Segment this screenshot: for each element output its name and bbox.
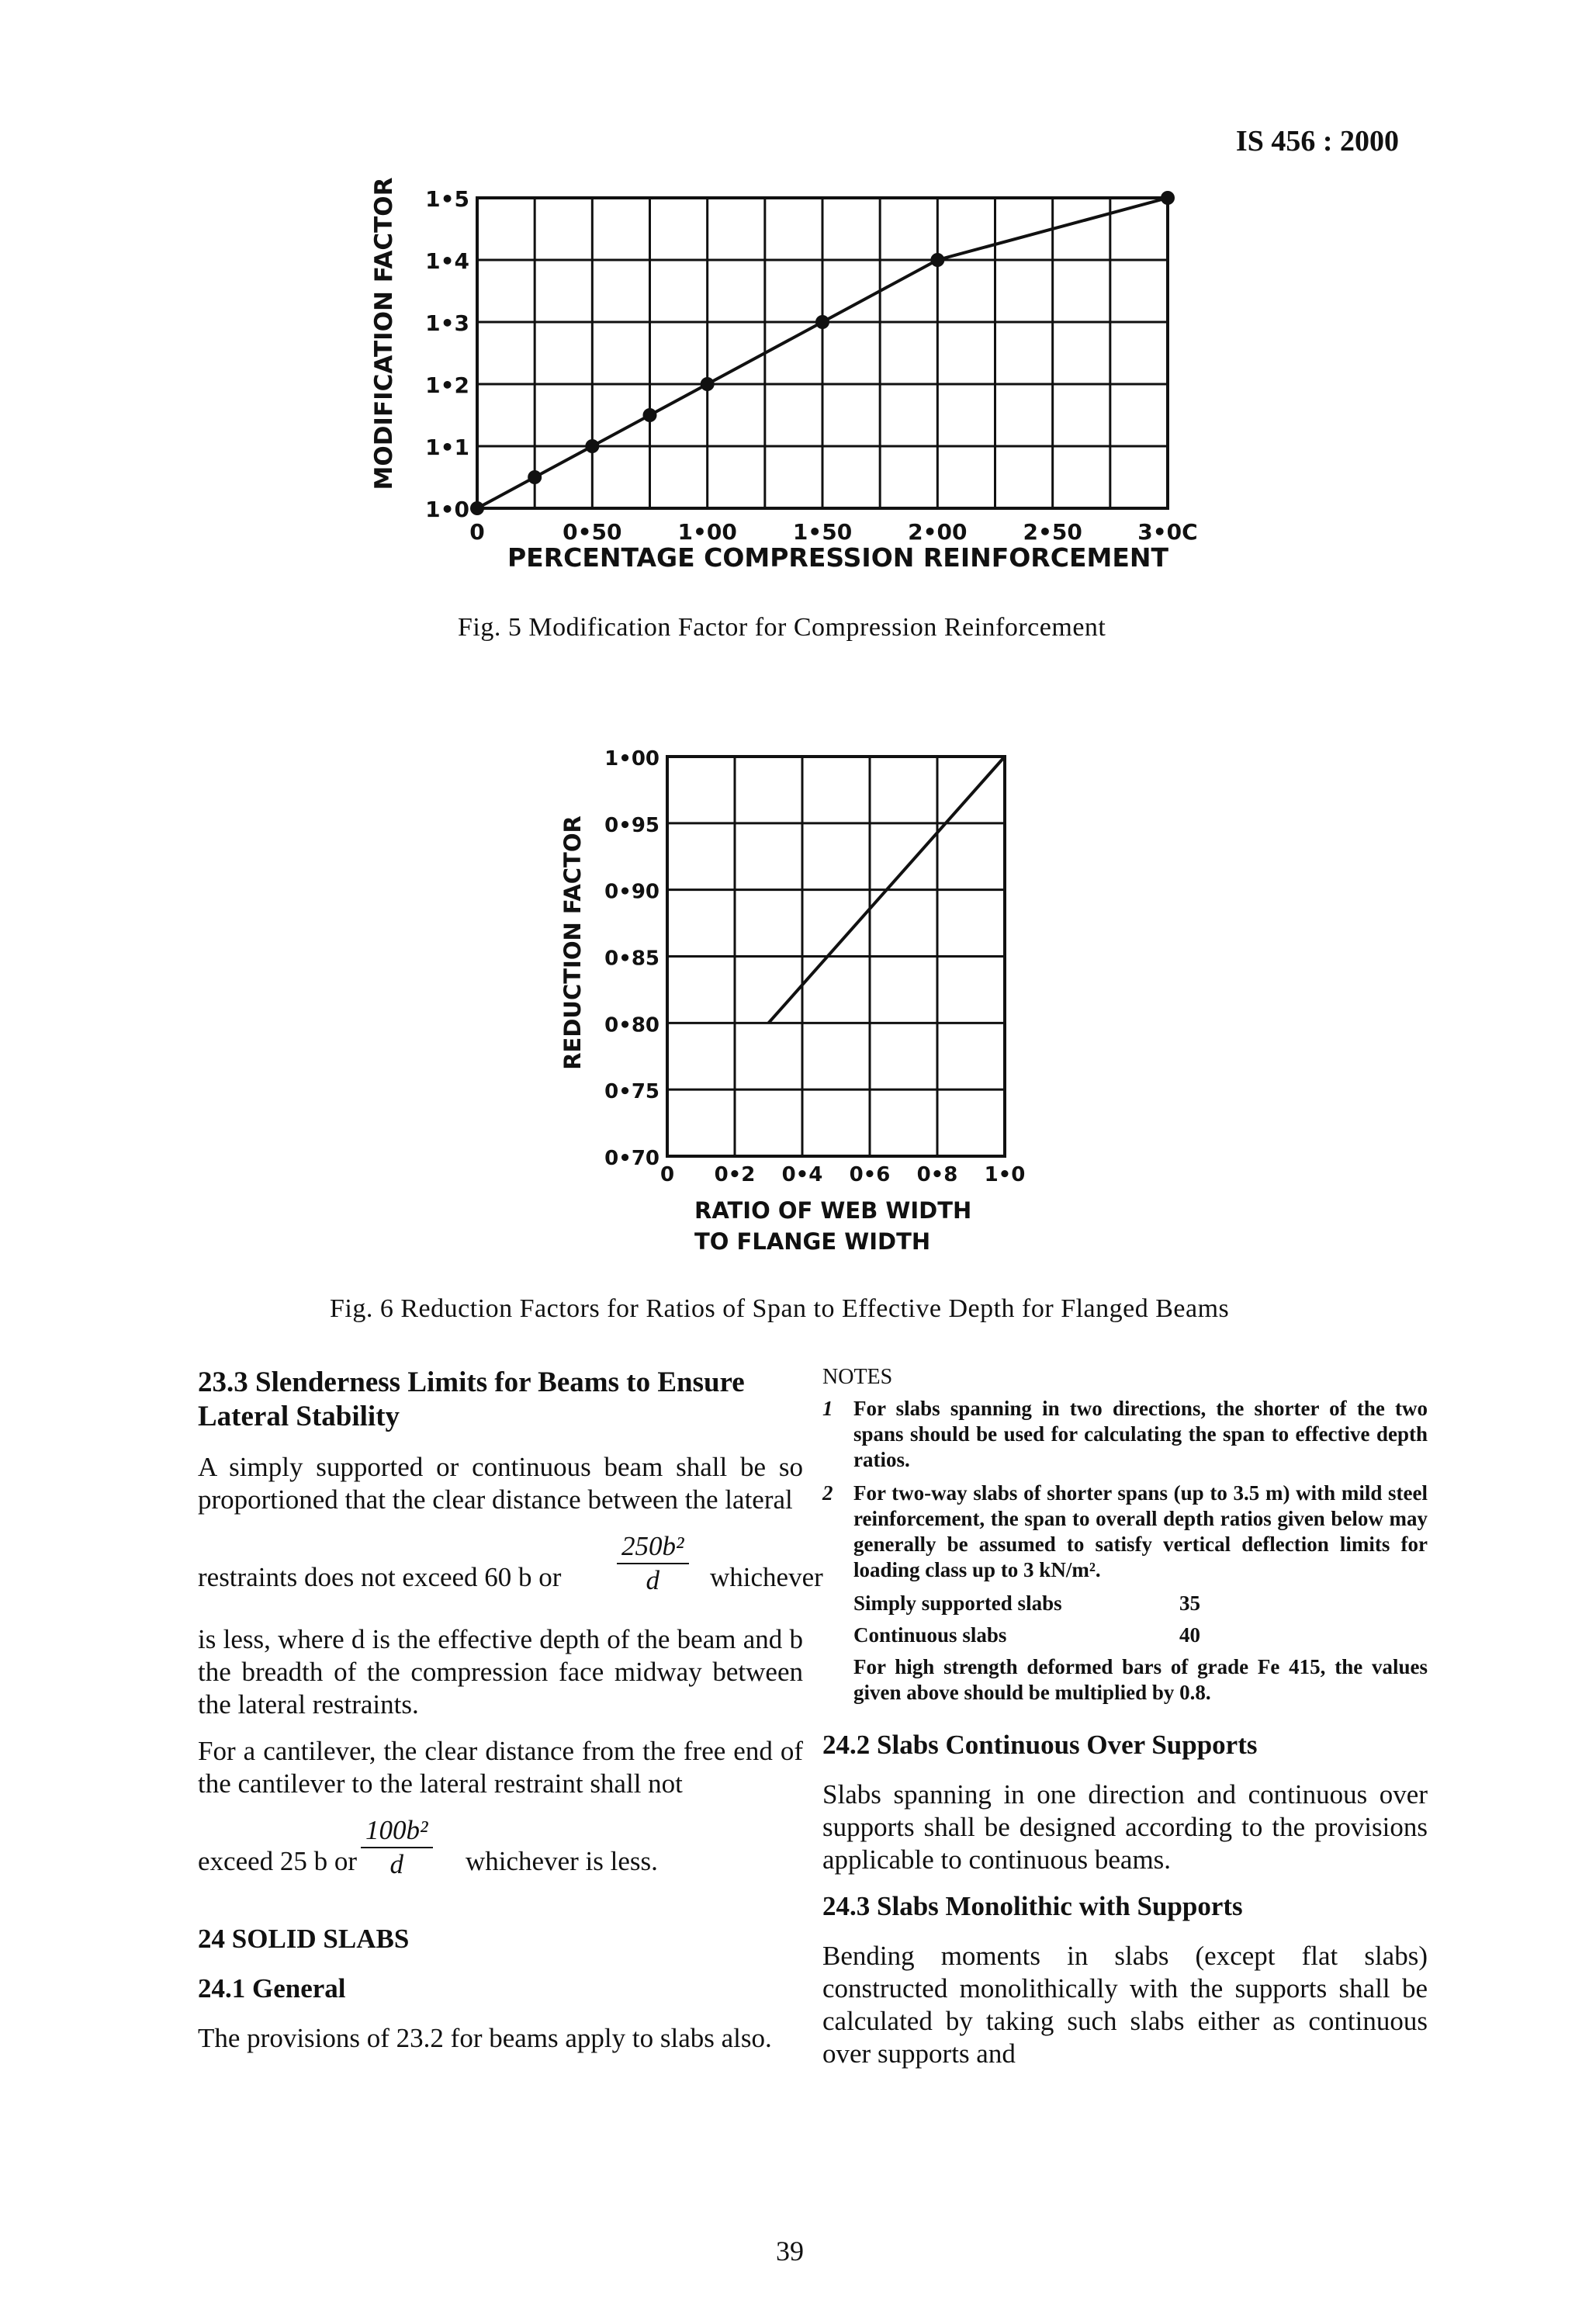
x-tick-label: 0•8 <box>916 1163 958 1186</box>
formula-25b <box>198 1814 803 1900</box>
data-point <box>585 439 599 453</box>
formula-25b-denominator: d <box>389 1849 403 1879</box>
y-tick-label: 1•0 <box>425 497 469 522</box>
section-24-heading: 24 SOLID SLABS <box>198 1924 410 1954</box>
section-24-1-heading: 24.1 General <box>198 1973 346 2004</box>
data-point <box>528 470 542 484</box>
note-2-text: For two-way slabs of shorter spans (up to 3.5 m) with mild steel reinforcement, the span to overall depth ratios given below may generally be assumed to satisfy vertical deflection limits for loading class up to 3 kN/m². <box>853 1481 1428 1581</box>
x-tick-label: 2•50 <box>1023 519 1082 545</box>
fig6-grid <box>667 757 1005 1156</box>
formula-25b-pre: exceed 25 b or <box>198 1846 358 1876</box>
fig5-caption: Fig. 5 Modification Factor for Compression Reinforcement <box>458 613 1106 642</box>
table-row <box>853 1591 1428 1616</box>
fig6-x-axis-label-1: RATIO OF WEB WIDTH <box>694 1197 972 1224</box>
y-tick-label: 0•85 <box>604 947 659 971</box>
y-tick-label: 1•4 <box>425 248 469 274</box>
paragraph-5: Slabs spanning in one direction and continuous over supports shall be designed according to the provisions applicable to continuous beams. <box>822 1779 1428 1875</box>
x-tick-label: 0•6 <box>849 1163 891 1186</box>
paragraph-1: A simply supported or continuous beam shall be so proportioned that the clear distance between the lateral <box>198 1452 803 1515</box>
y-tick-label: 0•90 <box>604 880 659 904</box>
x-tick-label: 0 <box>469 519 485 545</box>
x-tick-label: 0•2 <box>714 1163 756 1186</box>
x-tick-label: 3•0C <box>1137 519 1198 545</box>
note-1-text: For slabs spanning in two directions, the shorter of the two spans should be used for calculating the span to effective depth ratios. <box>853 1397 1428 1471</box>
x-tick-label: 2•00 <box>908 519 968 545</box>
formula-25b-numerator: 100b² <box>361 1814 433 1848</box>
paragraph-4: The provisions of 23.2 for beams apply to slabs also. <box>198 2023 772 2053</box>
x-tick-label: 0•4 <box>781 1163 823 1186</box>
formula-60b-pre: restraints does not exceed 60 b or <box>198 1562 562 1592</box>
table-row-value: 35 <box>1179 1591 1200 1615</box>
data-point <box>470 501 484 515</box>
note-2-number: 2 <box>822 1481 833 1505</box>
formula-25b-post: whichever is less. <box>466 1846 658 1876</box>
y-tick-label: 0•80 <box>604 1013 659 1037</box>
fig5-x-ticks <box>469 519 1197 545</box>
fig6-chart <box>543 737 1086 1273</box>
table-row-value: 40 <box>1179 1623 1200 1647</box>
fig6-caption: Fig. 6 Reduction Factors for Ratios of Span to Effective Depth for Flanged Beams <box>330 1294 1230 1323</box>
fig5-y-axis-label: MODIFICATION FACTOR <box>370 177 398 490</box>
formula-60b <box>198 1530 823 1616</box>
fig6-y-ticks <box>604 747 659 1170</box>
fig5-chart <box>357 171 1272 590</box>
section-24-3-heading: 24.3 Slabs Monolithic with Supports <box>822 1891 1243 1921</box>
data-point <box>930 253 944 267</box>
note-2-tail: For high strength deformed bars of grade Fe 415, the values given above should be multiplied by 0.8. <box>853 1655 1428 1704</box>
table-row-label: Simply supported slabs <box>853 1591 1062 1615</box>
notes-heading: NOTES <box>822 1365 893 1389</box>
y-tick-label: 1•1 <box>425 435 469 460</box>
section-24-2-heading: 24.2 Slabs Continuous Over Supports <box>822 1730 1258 1760</box>
fig5-x-axis-label: PERCENTAGE COMPRESSION REINFORCEMENT <box>507 542 1168 573</box>
y-tick-label: 0•75 <box>604 1080 659 1104</box>
fig5-y-ticks <box>425 186 469 522</box>
left-column <box>198 1366 823 2069</box>
x-tick-label: 1•50 <box>792 519 853 545</box>
table-row-label: Continuous slabs <box>853 1623 1007 1647</box>
table-row <box>853 1623 1428 1648</box>
formula-25b-fraction <box>361 1814 433 1881</box>
fig6-y-axis-label: REDUCTION FACTOR <box>559 816 586 1070</box>
notes-block <box>822 1364 1428 1706</box>
slab-ratio-table <box>853 1591 1428 1706</box>
y-tick-label: 1•5 <box>425 186 469 212</box>
y-tick-label: 0•95 <box>604 813 659 837</box>
formula-60b-numerator: 250b² <box>617 1530 689 1564</box>
data-point <box>643 408 657 422</box>
data-point <box>815 315 829 329</box>
y-tick-label: 1•3 <box>425 310 469 336</box>
x-tick-label: 0•50 <box>563 519 622 545</box>
x-tick-label: 0 <box>659 1163 675 1186</box>
page-number: 39 <box>776 2236 804 2267</box>
standard-number: IS 456 : 2000 <box>1235 125 1399 158</box>
fig6-x-axis-label-2: TO FLANGE WIDTH <box>694 1228 931 1255</box>
paragraph-6: Bending moments in slabs (except flat slabs) constructed monolithically with the supports shall be calculated by taking such slabs either as continuous over supports and <box>822 1941 1428 2069</box>
section-23-3-heading: 23.3 Slenderness Limits for Beams to Ensure Lateral Stability <box>198 1366 745 1432</box>
formula-60b-denominator: d <box>646 1565 659 1595</box>
data-point <box>701 377 715 391</box>
paragraph-3: For a cantilever, the clear distance from the free end of the cantilever to the lateral restraint shall not <box>198 1736 803 1799</box>
y-tick-label: 1•00 <box>604 747 659 771</box>
formula-60b-post: whichever <box>710 1562 823 1592</box>
x-tick-label: 1•00 <box>677 519 737 545</box>
right-column <box>822 1364 1428 2084</box>
formula-60b-fraction <box>617 1530 689 1597</box>
fig6-x-ticks <box>660 1163 1025 1186</box>
note-2 <box>822 1481 1428 1583</box>
note-1-number: 1 <box>822 1397 833 1420</box>
y-tick-label: 0•70 <box>604 1147 659 1170</box>
data-point <box>1161 191 1175 205</box>
fig5-grid <box>477 198 1168 508</box>
x-tick-label: 1•0 <box>984 1163 1026 1186</box>
note-1 <box>822 1396 1428 1473</box>
y-tick-label: 1•2 <box>425 372 469 398</box>
paragraph-2: is less, where d is the effective depth of the beam and b the breadth of the compression face midway between the lateral restraints. <box>198 1624 803 1720</box>
